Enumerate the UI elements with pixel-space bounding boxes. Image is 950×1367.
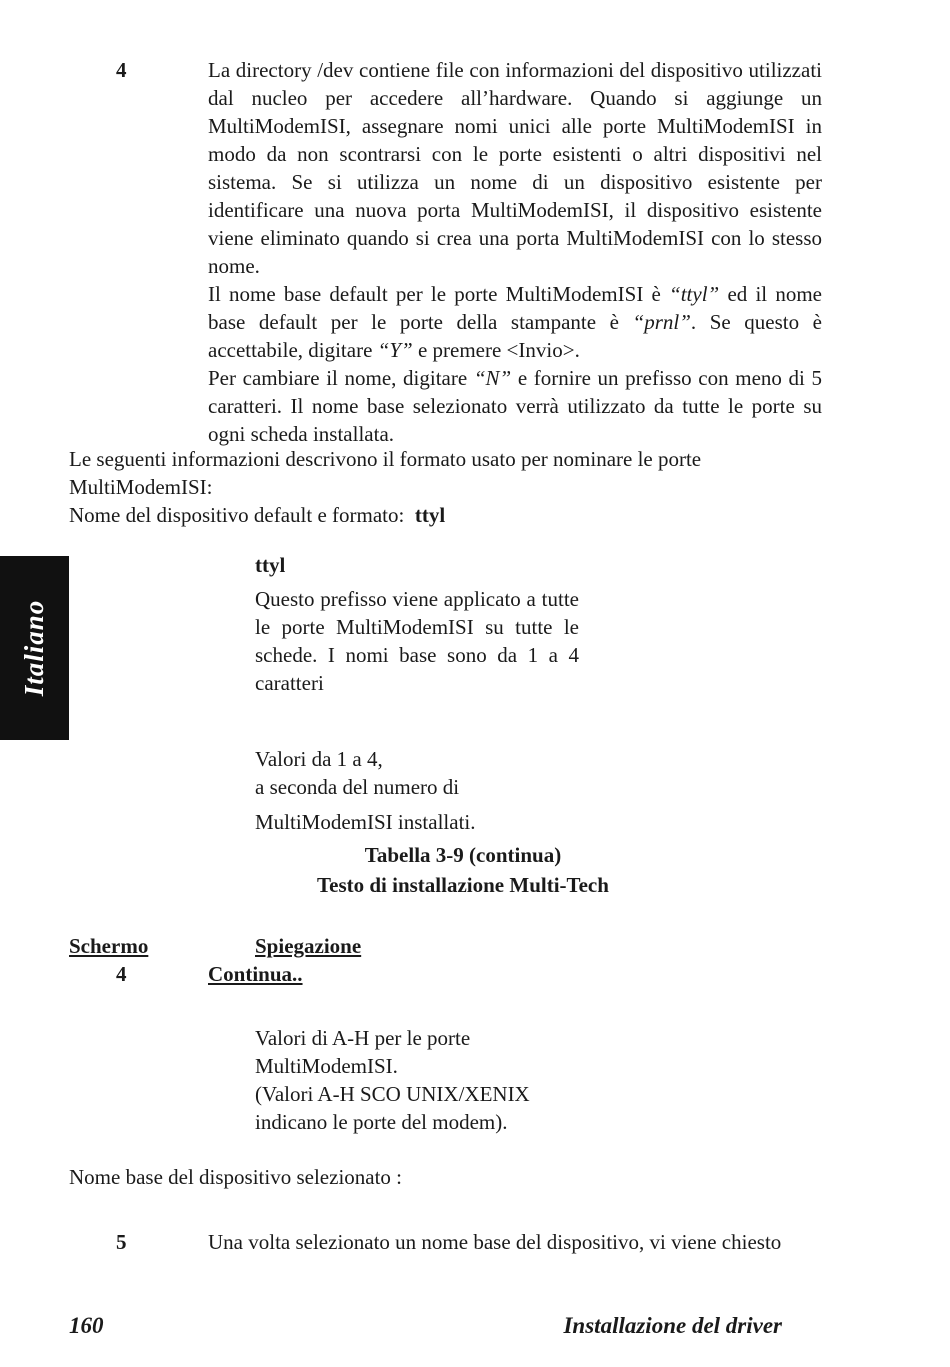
table-caption-title: Tabella 3-9 (continua) xyxy=(364,843,562,867)
ah-line-4: indicano le porte del modem). xyxy=(255,1110,508,1134)
footer-section-title: Installazione del driver xyxy=(563,1313,782,1338)
default-printer-name: “prnl” xyxy=(632,310,691,334)
side-tab-label: Italiano xyxy=(19,599,49,697)
default-format-label: Nome del dispositivo default e formato: xyxy=(69,503,405,527)
values-line-1: Valori da 1 a 4, xyxy=(255,747,383,771)
text-run: e premere <Invio>. xyxy=(412,338,580,362)
info-line-2: MultiModemISI: xyxy=(69,475,213,499)
step-4-paragraph-2 xyxy=(208,280,822,364)
selected-device-name-line: Nome base del dispositivo selezionato : xyxy=(69,1165,403,1189)
step-number-5: 5 xyxy=(116,1230,127,1254)
step-4-body xyxy=(208,56,822,448)
table-caption-subtitle: Testo di installazione Multi-Tech xyxy=(317,873,609,897)
text-run: e fornire un prefisso con meno di 5 caratteri. Il nome base selezionato verrà utilizzato da tutte le porte su ogni scheda installata. xyxy=(208,366,822,446)
values-line-3: MultiModemISI installati. xyxy=(255,810,476,834)
column-header-schermo: Schermo xyxy=(69,934,149,958)
ah-line-2: MultiModemISI. xyxy=(255,1054,398,1078)
step-number-4: 4 xyxy=(116,58,127,82)
page-number: 160 xyxy=(69,1313,104,1338)
default-format-value: ttyl xyxy=(414,503,446,527)
default-tty-name: “ttyl” xyxy=(669,282,720,306)
text-run: Il nome base default per le porte MultiModemISI è xyxy=(208,282,670,306)
continued-label: Continua.. xyxy=(208,962,303,986)
ttyl-title: ttyl xyxy=(255,553,286,577)
step-4-paragraph-1: La directory /dev contiene file con informazioni del dispositivo utilizzati dal nucleo per accedere all’hardware. Quando si aggiunge un MultiModemISI, assegnare nomi unici alle porte MultiModemISI in modo da non scontrarsi con le porte esistenti o altri dispositivi nel sistema. Se si utilizza un nome di un dispositivo esistente per identificare una nuova porta MultiModemISI, il dispositivo esistente viene eliminato quando si crea una porta MultiModemISI con lo stesso nome. xyxy=(208,58,822,278)
ah-line-3: (Valori A-H SCO UNIX/XENIX xyxy=(255,1082,530,1106)
column-header-spiegazione: Spiegazione xyxy=(255,934,362,958)
step-4-paragraph-3 xyxy=(208,364,822,448)
info-line-1: Le seguenti informazioni descrivono il formato usato per nominare le porte xyxy=(69,447,702,471)
key-n: “N” xyxy=(473,366,512,390)
ah-line-1: Valori di A-H per le porte xyxy=(255,1026,471,1050)
text-run: ed il nome base default per le porte della stampante è xyxy=(208,282,822,334)
default-format-line xyxy=(69,501,445,529)
values-line-2: a seconda del numero di xyxy=(255,775,460,799)
key-y: “Y” xyxy=(377,338,413,362)
language-side-tab xyxy=(0,556,69,740)
text-run: Per cambiare il nome, digitare xyxy=(208,366,474,390)
row-number-4: 4 xyxy=(116,962,127,986)
text-run: . Se questo è accettabile, digitare xyxy=(208,310,822,362)
step-5-text: Una volta selezionato un nome base del dispositivo, vi viene chiesto xyxy=(208,1230,782,1254)
ttyl-description: Questo prefisso viene applicato a tutte le porte MultiModemISI su tutte le schede. I nomi base sono da 1 a 4 caratteri xyxy=(255,587,579,695)
